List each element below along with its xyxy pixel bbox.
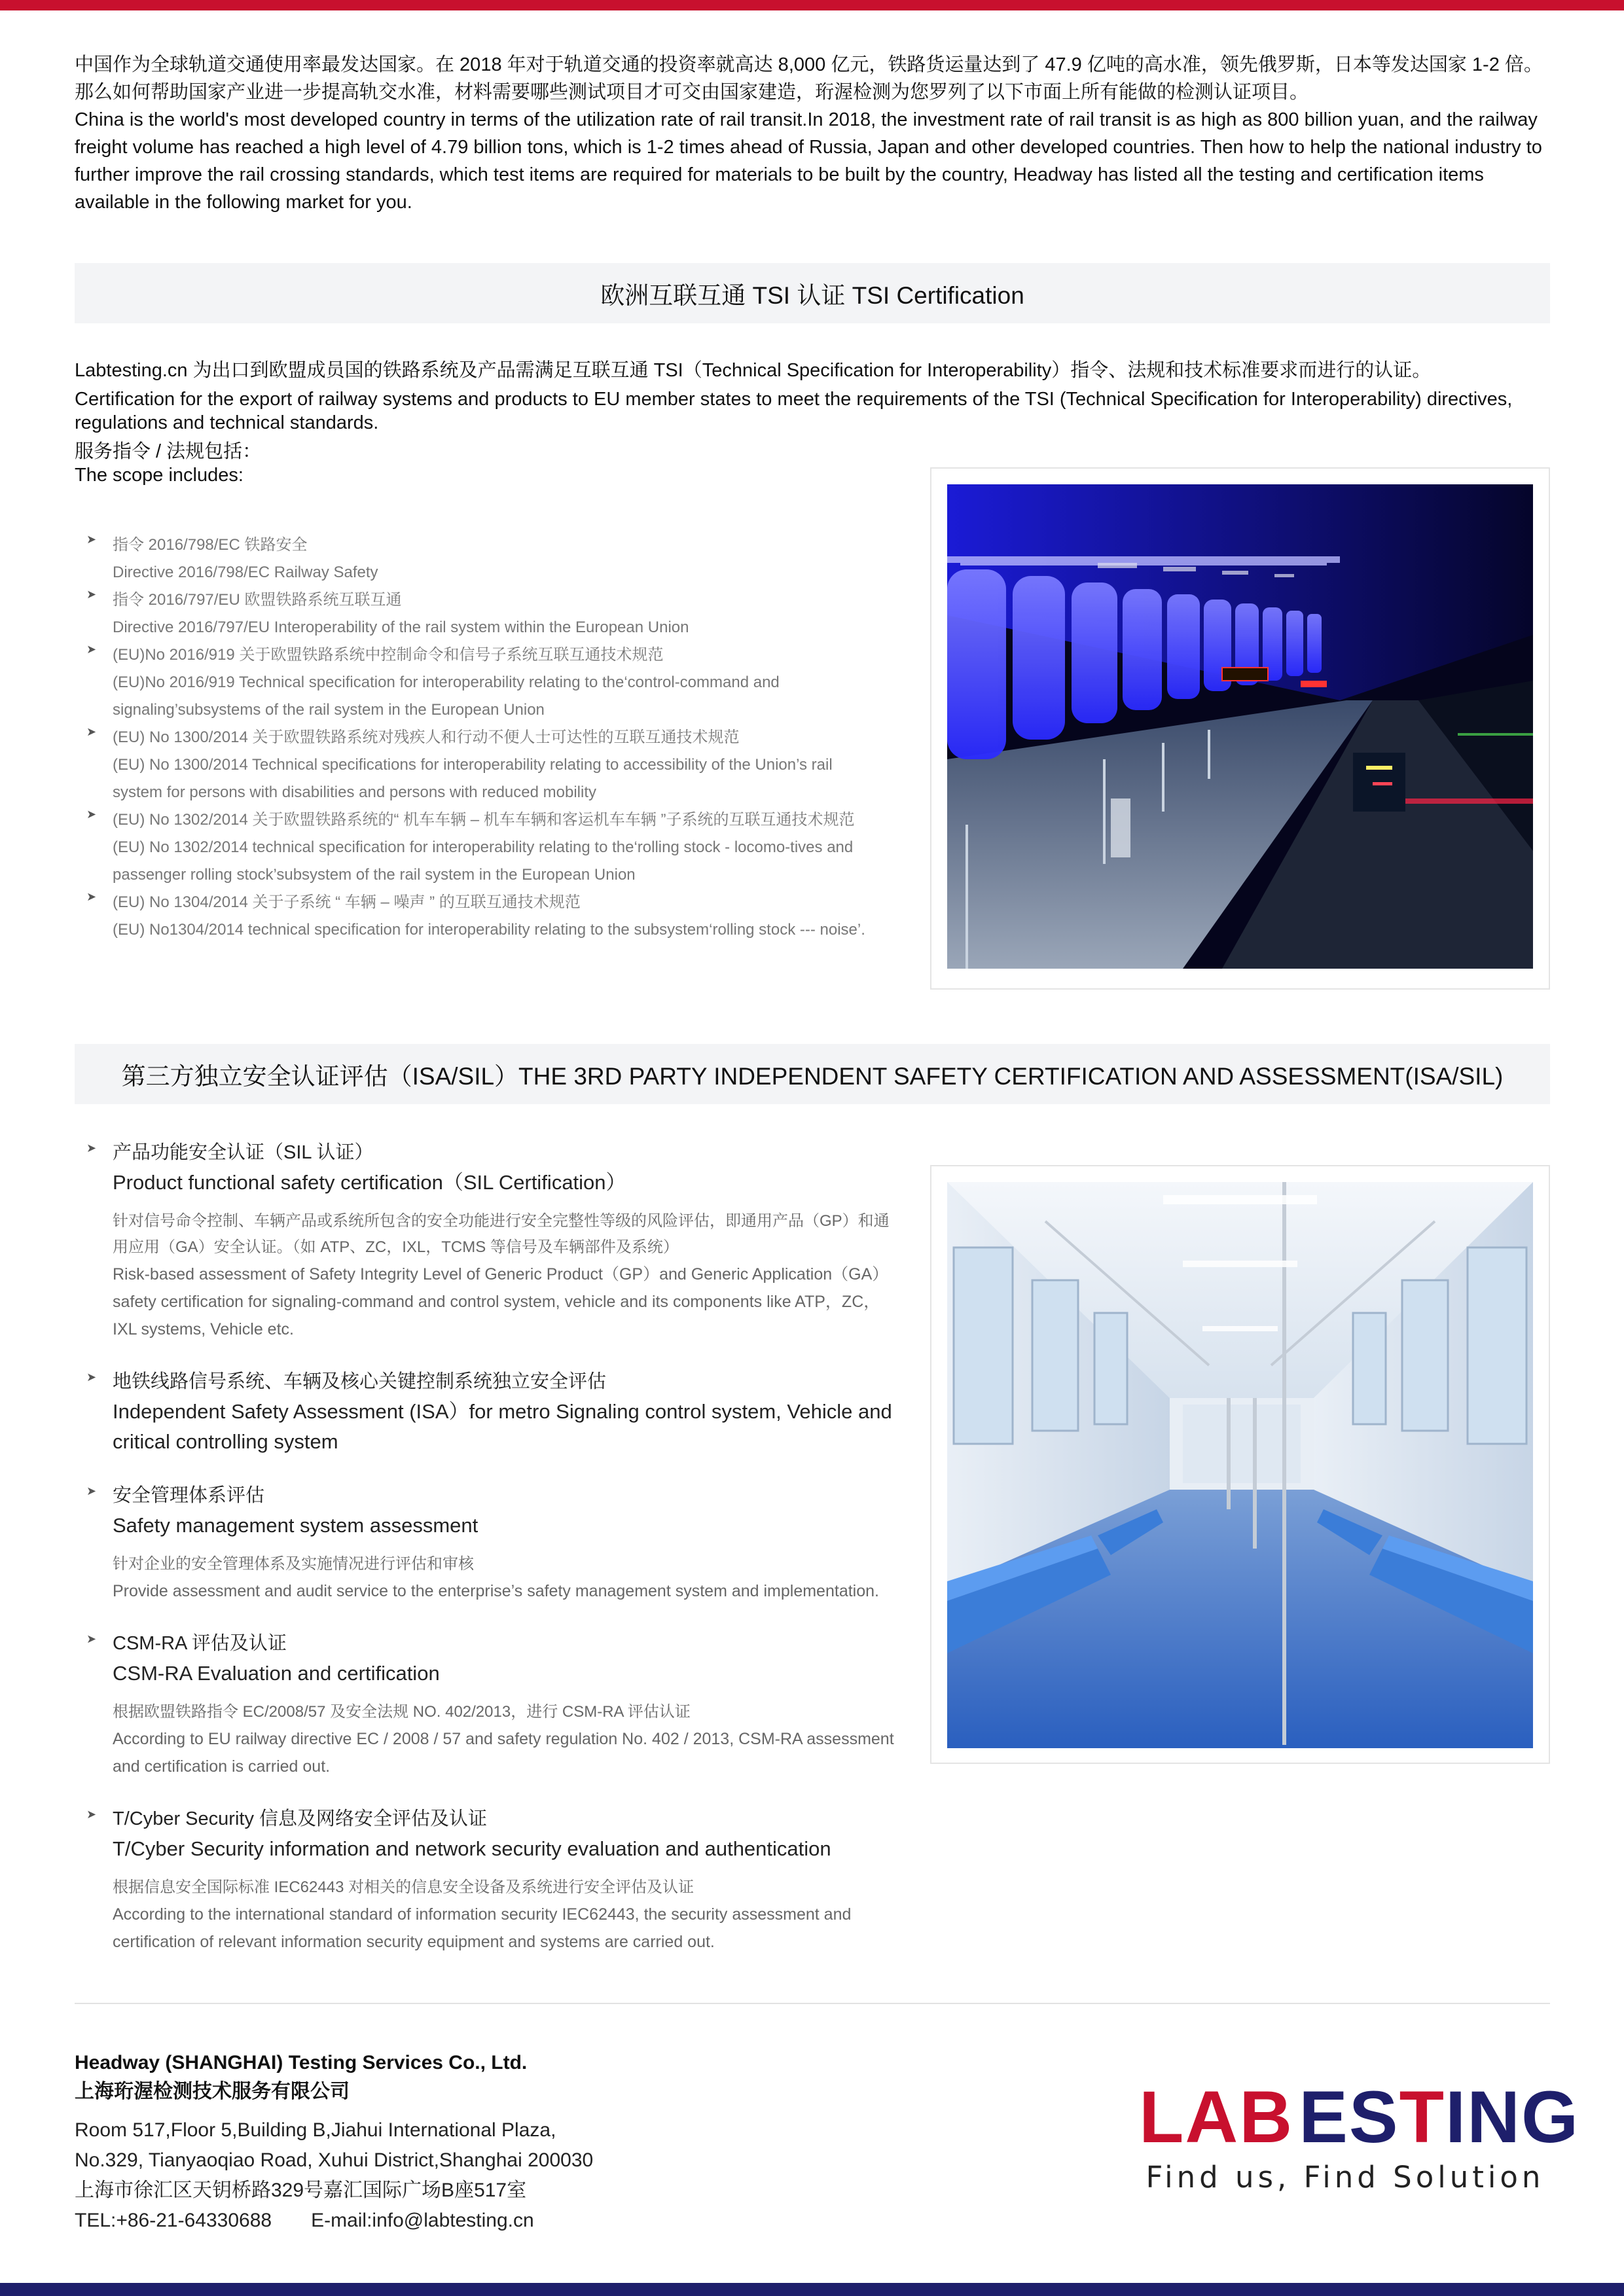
bottom-accent-bar (0, 2283, 1624, 2296)
list-item: ➤ (EU) No 1304/2014 关于子系统 “ 车辆 – 噪声 ” 的互联互通技术规范 (EU) No1304/2014 technical specification for interoperability relating to the subsystem‘rolling stock --- noise’. (86, 890, 865, 939)
address-line-2: No.329, Tianyaoqiao Road, Xuhui District,Shanghai 200030 (75, 2149, 594, 2171)
bullet-arrow-icon: ➤ (86, 588, 97, 601)
bullet-arrow-icon: ➤ (86, 1484, 97, 1498)
logo-part-lab: LAB (1139, 2076, 1294, 2158)
logo-part-ing: ING (1445, 2076, 1580, 2158)
tsi-scope-list (75, 531, 880, 944)
list-item: ➤ (EU) No 1302/2014 关于欧盟铁路系统的“ 机车车辆 – 机车车辆和客运机车车辆 ”子系统的互联互通技术规范 (EU) No 1302/2014 technical specification for interoperability relating to the‘rolling stock - locomo-tives and passenger rolling stock’subsystem of the rail system in the European Union (86, 808, 855, 884)
labtesting-logo (1139, 2076, 1580, 2195)
logo-part-es: ES (1299, 2076, 1399, 2158)
bullet-arrow-icon: ➤ (86, 1371, 97, 1384)
isa-service-list (75, 1138, 899, 1979)
intro-en: China is the world's most developed country in terms of the utilization rate of rail transit.In 2018, the investment rate of rail transit is as high as 800 billion yuan, and the railway freight volume has reached a high level of 4.79 billion tons, which is 1-2 times ahead of Russia, Japan and other developed countries. Then how to help the national industry to further improve the rail crossing standards, which test items are required for materials to be built by the country, Headway has listed all the testing and certification items available in the following market for you. (75, 109, 1542, 213)
tsi-desc-zh: Labtesting.cn 为出口到欧盟成员国的铁路系统及产品需满足互联互通 TSI（Technical Specification for Interoperability）指令、法规和技术标准要求而进行的认证。 (75, 360, 1432, 381)
list-item: ➤ 指令 2016/797/EU 欧盟铁路系统互联互通 Directive 2016/797/EU Interoperability of the rail system within the European Union (86, 588, 689, 636)
bullet-arrow-icon: ➤ (86, 1808, 97, 1821)
train-photo-frame (930, 1165, 1550, 1764)
list-item: ➤ 产品功能安全认证（SIL 认证） Product functional safety certification（SIL Certification） 针对信号命令控制、车辆产品或系统所包含的安全功能进行安全完整性等级的风险评估，即通用产品（GP）和通用应用（GA）安全认证。（如 ATP、ZC，IXL，TCMS 等信号及车辆部件及系统） Risk-based assessment of Safety Integrity Level of Generic Product（GP）and Generic Application（GA）safety certification for signaling-command and control system, vehicle and its components like ATP，ZC，IXL systems, Vehicle etc. (86, 1141, 890, 1338)
metro-station-photo (947, 484, 1533, 969)
tsi-scope-en: The scope includes: (75, 465, 244, 486)
bullet-arrow-icon: ➤ (86, 643, 97, 656)
tsi-section-header: 欧洲互联互通 TSI 认证 TSI Certification (75, 263, 1550, 323)
bullet-arrow-icon: ➤ (86, 533, 97, 546)
tsi-scope-zh: 服务指令 / 法规包括： (75, 441, 262, 462)
train-interior-photo (947, 1182, 1533, 1748)
address-zh: 上海市徐汇区天钥桥路329号嘉汇国际广场B座517室 (75, 2179, 527, 2201)
phone-number: TEL:+86-21-64330688 (75, 2210, 272, 2231)
logo-part-t: T (1399, 2076, 1446, 2158)
company-name-zh: 上海珩渥检测技术服务有限公司 (75, 2081, 350, 2102)
company-info (75, 2049, 860, 2236)
list-item: ➤ (EU) No 1300/2014 关于欧盟铁路系统对残疾人和行动不便人士可达性的互联互通技术规范 (EU) No 1300/2014 Technical specifications for interoperability relating to accessibility of the Union’s rail system for persons with disabilities and persons with reduced mobility (86, 725, 833, 801)
logo-tagline: Find us, Find Solution (1146, 2160, 1545, 2195)
list-item: ➤ 指令 2016/798/EC 铁路安全 Directive 2016/798/EC Railway Safety (86, 533, 378, 581)
bullet-arrow-icon: ➤ (86, 890, 97, 903)
bullet-arrow-icon: ➤ (86, 808, 97, 821)
isa-section-header: 第三方独立安全认证评估（ISA/SIL）THE 3RD PARTY INDEPENDENT SAFETY CERTIFICATION AND ASSESSMENT(ISA/SIL) (75, 1044, 1550, 1104)
intro-zh: 中国作为全球轨道交通使用率最发达国家。在 2018 年对于轨道交通的投资率就高达 8,000 亿元，铁路货运量达到了 47.9 亿吨的高水准，领先俄罗斯，日本等发达国家 1-2 倍。那么如何帮助国家产业进一步提高轨交水准，材料需要哪些测试项目才可交由国家建造，珩渥检测为您罗列了以下市面上所有能做的检测认证项目。 (75, 54, 1543, 103)
address-line-1: Room 517,Floor 5,Building B,Jiahui International Plaza, (75, 2119, 556, 2141)
list-item: ➤ T/Cyber Security 信息及网络安全评估及认证 T/Cyber Security information and network security evaluation and authentication 根据信息安全国际标准 IEC62443 对相关的信息安全设备及系统进行安全评估及认证 According to the international standard of information security IEC62443, the security assessment and certification of relevant information security equipment and systems are carried out. (86, 1808, 852, 1951)
bullet-arrow-icon: ➤ (86, 1632, 97, 1645)
bullet-arrow-icon: ➤ (86, 1141, 97, 1155)
list-item: ➤ 地铁线路信号系统、车辆及核心关键控制系统独立安全评估 Independent Safety Assessment (ISA）for metro Signaling control system, Vehicle and critical controlling system (86, 1371, 892, 1453)
station-photo-frame (930, 467, 1550, 990)
list-item: ➤ 安全管理体系评估 Safety management system assessment 针对企业的安全管理体系及实施情况进行评估和审核 Provide assessment and audit service to the enterprise’s safety management system and implementation. (86, 1484, 879, 1600)
logo-wordmark (1139, 2076, 1580, 2158)
list-item: ➤ CSM-RA 评估及认证 CSM-RA Evaluation and certification 根据欧盟铁路指令 EC/2008/57 及安全法规 NO. 402/2013，进行 CSM-RA 评估认证 According to EU railway directive EC / 2008 / 57 and safety regulation No. 402 / 2013, CSM-RA assessment and certification is carried out. (86, 1632, 894, 1776)
tsi-desc-en: Certification for the export of railway systems and products to EU member states to meet the requirements of the TSI (Technical Specification for Interoperability) directives, regulations and technical standards. (75, 389, 1513, 433)
list-item: ➤ (EU)No 2016/919 关于欧盟铁路系统中控制命令和信号子系统互联互通技术规范 (EU)No 2016/919 Technical specification for interoperability relating to the‘control-command and signaling’subsystems of the rail system in the European Union (86, 643, 780, 719)
contact-line (75, 2206, 860, 2236)
email-address[interactable]: E-mail:info@labtesting.cn (311, 2210, 534, 2231)
bullet-arrow-icon: ➤ (86, 725, 97, 738)
top-accent-bar (0, 0, 1624, 10)
footer-divider (75, 2003, 1550, 2004)
intro-section (75, 51, 1550, 216)
company-name-en: Headway (SHANGHAI) Testing Services Co., Ltd. (75, 2052, 528, 2073)
